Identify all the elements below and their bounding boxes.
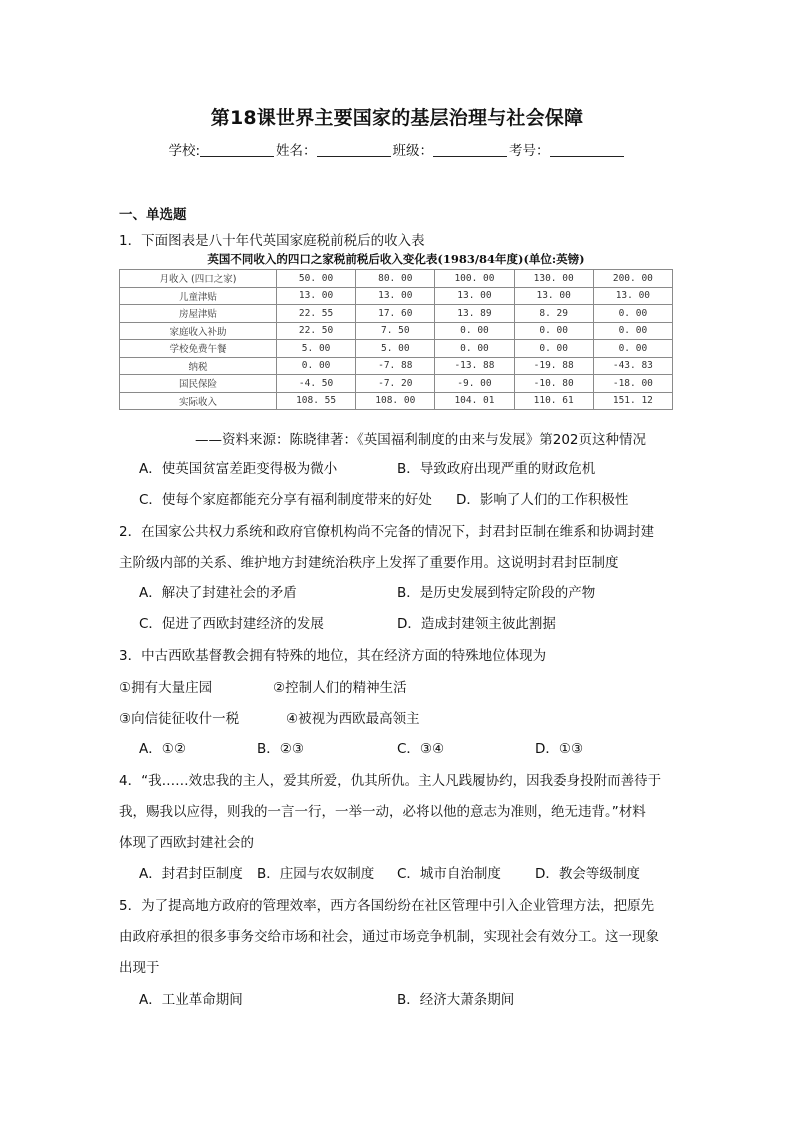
q4-option-a[interactable]: A．封君封臣制度 (139, 866, 243, 882)
q5-stem-line1: 5．为了提高地方政府的管理效率，西方各国纷纷在社区管理中引入企业管理方法，把原先 (119, 898, 655, 914)
q1-option-a[interactable]: A．使英国贫富差距变得极为微小 (139, 461, 338, 477)
q2-option-d[interactable]: D．造成封建领主彼此割据 (397, 616, 556, 632)
student-info-line (0, 139, 794, 159)
q3-item-2: ②控制人们的精神生活 (273, 680, 407, 696)
q3-option-d[interactable]: D．①③ (535, 741, 584, 757)
table-row (120, 392, 673, 410)
q2-stem-line1: 2．在国家公共权力系统和政府官僚机构尚不完备的情况下，封君封臣制在维系和协调封建 (119, 524, 655, 540)
table-cell: 0. 00 (593, 305, 672, 323)
table-cell: 13. 00 (435, 287, 514, 305)
table-cell: -10. 80 (514, 375, 593, 393)
q5-stem-line2: 由政府承担的很多事务交给市场和社会，通过市场竞争机制，实现社会有效分工。这一现象 (119, 929, 659, 945)
q2-option-c[interactable]: C．促进了西欧封建经济的发展 (139, 616, 324, 632)
table-row (120, 375, 673, 393)
q1-stem: 1．下面图表是八十年代英国家庭税前税后的收入表 (119, 233, 425, 249)
source-citation: ——资料来源：陈晓律著：《英国福利制度的由来与发展》第202页这种情况 (195, 432, 647, 448)
table-row (120, 340, 673, 358)
q3-option-a[interactable]: A．①② (139, 741, 186, 757)
table-cell: 0. 00 (277, 357, 356, 375)
table-row (120, 287, 673, 305)
id-blank[interactable] (550, 142, 624, 157)
income-table (119, 269, 673, 410)
row-label: 家庭收入补助 (120, 322, 277, 340)
table-cell: 110. 61 (514, 392, 593, 410)
school-blank[interactable] (200, 142, 274, 157)
q5-option-a[interactable]: A．工业革命期间 (139, 992, 243, 1008)
table-cell: 200. 00 (593, 270, 672, 288)
table-row (120, 322, 673, 340)
table-cell: 13. 00 (593, 287, 672, 305)
table-cell: 104. 01 (435, 392, 514, 410)
q3-item-1: ①拥有大量庄园 (119, 680, 213, 696)
row-label: 房屋津贴 (120, 305, 277, 323)
table-cell: 0. 00 (435, 340, 514, 358)
q2-stem-line2: 主阶级内部的关系、维护地方封建统治秩序上发挥了重要作用。这说明封君封臣制度 (119, 555, 619, 571)
q2-option-a[interactable]: A．解决了封建社会的矛盾 (139, 585, 297, 601)
school-label: 学校: (168, 143, 201, 159)
table-cell: 100. 00 (435, 270, 514, 288)
row-label: 国民保险 (120, 375, 277, 393)
table-cell: -7. 88 (356, 357, 435, 375)
q4-stem-line2: 我，赐我以应得，则我的一言一行，一举一动，必将以他的意志为准则，绝无违背。”材料 (119, 804, 646, 820)
table-cell: -43. 83 (593, 357, 672, 375)
q4-stem-line1: 4．“我……效忠我的主人，爱其所爱，仇其所仇。主人凡践履协约，因我委身投附而善待于 (119, 773, 662, 789)
q5-stem-line3: 出现于 (119, 960, 160, 976)
table-caption: 英国不同收入的四口之家税前税后收入变化表(1983/84年度)(单位:英镑) (207, 252, 585, 266)
table-cell: -4. 50 (277, 375, 356, 393)
row-label: 学校免费午餐 (120, 340, 277, 358)
class-label: 班级： (392, 143, 434, 159)
q3-item-3: ③向信徒征收什一税 (119, 711, 240, 727)
id-label: 考号： (509, 143, 550, 159)
table-cell: 13. 00 (514, 287, 593, 305)
q2-option-b[interactable]: B．是历史发展到特定阶段的产物 (397, 585, 596, 601)
table-cell: 7. 50 (356, 322, 435, 340)
table-cell: 0. 00 (593, 340, 672, 358)
q3-option-b[interactable]: B．②③ (257, 741, 304, 757)
table-cell: 5. 00 (356, 340, 435, 358)
table-cell: -7. 20 (356, 375, 435, 393)
q3-option-c[interactable]: C．③④ (397, 741, 445, 757)
row-label: 月收入 (四口之家) (120, 270, 277, 288)
table-cell: 22. 55 (277, 305, 356, 323)
table-row (120, 357, 673, 375)
q1-option-b[interactable]: B．导致政府出现严重的财政危机 (397, 461, 596, 477)
row-label: 儿童津贴 (120, 287, 277, 305)
table-cell: -13. 88 (435, 357, 514, 375)
page-title: 第18课世界主要国家的基层治理与社会保障 (210, 107, 584, 129)
table-cell: -19. 88 (514, 357, 593, 375)
name-label: 姓名： (276, 143, 317, 159)
table-cell: 50. 00 (277, 270, 356, 288)
q4-stem-line3: 体现了西欧封建社会的 (119, 835, 254, 851)
table-cell: 151. 12 (593, 392, 672, 410)
table-cell: 22. 50 (277, 322, 356, 340)
row-label: 纳税 (120, 357, 277, 375)
q1-option-c[interactable]: C．使每个家庭都能充分享有福利制度带来的好处 (139, 492, 432, 508)
table-cell: 0. 00 (514, 322, 593, 340)
table-cell: 108. 00 (356, 392, 435, 410)
table-cell: 13. 00 (356, 287, 435, 305)
table-cell: 5. 00 (277, 340, 356, 358)
table-cell: 17. 60 (356, 305, 435, 323)
q1-option-d[interactable]: D．影响了人们的工作积极性 (456, 492, 629, 508)
q5-option-b[interactable]: B．经济大萧条期间 (397, 992, 515, 1008)
class-blank[interactable] (433, 142, 507, 157)
table-cell: 8. 29 (514, 305, 593, 323)
table-cell: 0. 00 (514, 340, 593, 358)
table-cell: -18. 00 (593, 375, 672, 393)
table-cell: 130. 00 (514, 270, 593, 288)
table-cell: 0. 00 (435, 322, 514, 340)
q4-option-d[interactable]: D．教会等级制度 (535, 866, 640, 882)
q3-item-4: ④被视为西欧最高领主 (286, 711, 420, 727)
table-cell: 0. 00 (593, 322, 672, 340)
table-cell: 13. 00 (277, 287, 356, 305)
table-row (120, 270, 673, 288)
table-cell: -9. 00 (435, 375, 514, 393)
q4-option-b[interactable]: B．庄园与农奴制度 (257, 866, 375, 882)
table-cell: 80. 00 (356, 270, 435, 288)
q3-stem: 3．中古西欧基督教会拥有特殊的地位，其在经济方面的特殊地位体现为 (119, 648, 547, 664)
q4-option-c[interactable]: C．城市自治制度 (397, 866, 501, 882)
row-label: 实际收入 (120, 392, 277, 410)
table-cell: 13. 89 (435, 305, 514, 323)
section-heading: 一、单选题 (119, 207, 187, 223)
table-cell: 108. 55 (277, 392, 356, 410)
name-blank[interactable] (317, 142, 391, 157)
table-row (120, 305, 673, 323)
